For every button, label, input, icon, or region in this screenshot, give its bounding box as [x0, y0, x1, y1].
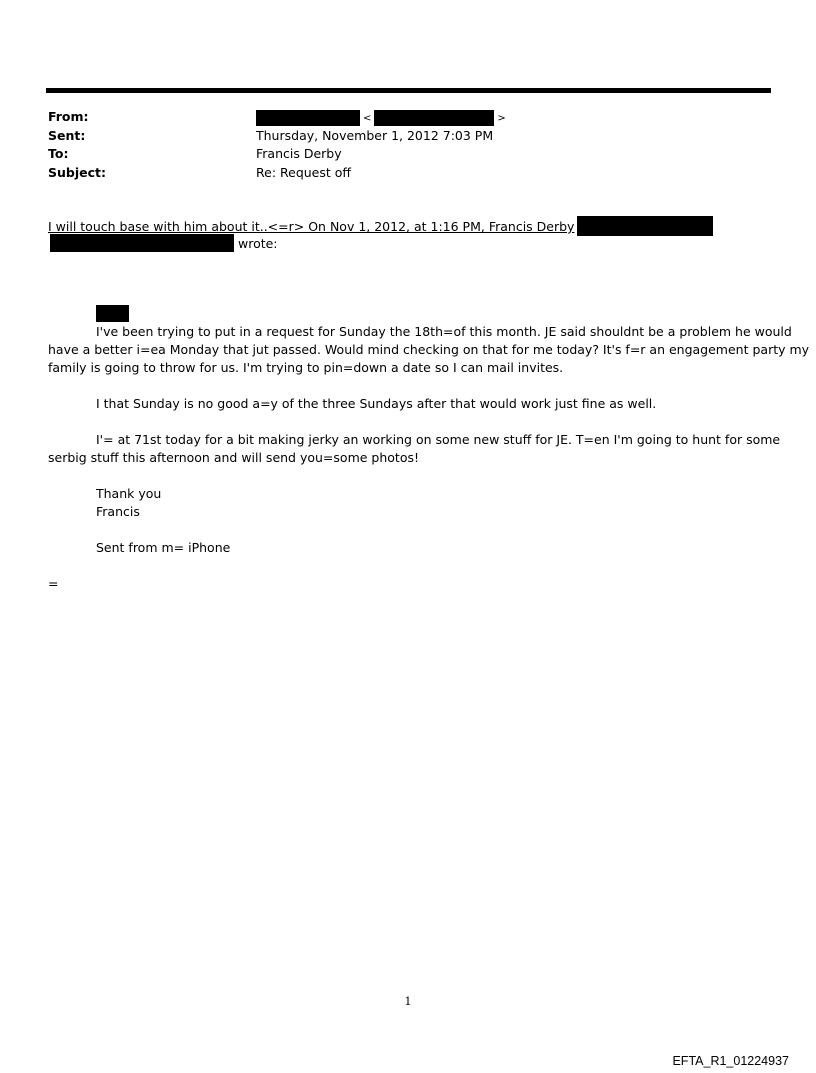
reply-line-1 [48, 216, 768, 234]
reply-wrote: wrote: [237, 236, 278, 251]
signoff-name: Francis [96, 504, 140, 519]
redacted-greeting [96, 305, 129, 322]
document-id: EFTA_R1_01224937 [672, 1054, 789, 1068]
quoted-p3-line-1: I'= at 71st today for a bit making jerky an working on some new stuff for JE. T=en I'm going to hunt for some [96, 432, 781, 447]
from-close-bracket: > [497, 113, 506, 124]
page-number: 1 [404, 995, 412, 1008]
trailing-equals: = [48, 576, 59, 591]
quoted-paragraph-2 [48, 395, 778, 413]
quoted-paragraph-3 [48, 431, 781, 467]
from-label: From: [48, 109, 89, 124]
from-value [256, 108, 509, 129]
quoted-p3-line-2: serbig stuff this afternoon and will send you=some photos! [48, 450, 419, 465]
quoted-p1-line-3: family is going to throw for us. I'm trying to pin=down a date so I can mail invites. [48, 360, 564, 375]
redacted-sender-name [256, 110, 360, 126]
redacted-email-address-continued [50, 234, 234, 252]
to-label: To: [48, 146, 69, 161]
sent-from-text: Sent from m= iPhone [96, 540, 231, 555]
sent-value: Thursday, November 1, 2012 7:03 PM [256, 127, 494, 143]
subject-label: Subject: [48, 164, 106, 180]
quoted-paragraph-1 [48, 323, 810, 377]
reply-intro: I will touch base with him about it..<=r> On Nov 1, 2012, at 1:16 PM, Francis Derby [48, 219, 575, 234]
sent-from-line [48, 539, 230, 557]
reply-text [48, 216, 768, 252]
sent-label: Sent: [48, 127, 86, 143]
quoted-p2-line-1: I that Sunday is no good a=y of the three Sundays after that would work just fine as well. [96, 396, 657, 411]
reply-line-2 [48, 234, 768, 252]
redacted-email-address [577, 216, 713, 236]
quoted-p1-line-1: I've been trying to put in a request for Sunday the 18th=of this month. JE said shouldnt be a problem he would [96, 324, 792, 339]
signoff-thanks: Thank you [96, 486, 162, 501]
subject-value: Re: Request off [256, 164, 352, 180]
to-value: Francis Derby [256, 146, 342, 161]
redacted-sender-email [374, 110, 494, 126]
header-rule [46, 88, 771, 93]
quoted-p1-line-2: have a better i=ea Monday that jut passed. Would mind checking on that for me today? It's f=r an engagement party my [48, 342, 810, 357]
from-open-bracket: < [363, 113, 372, 124]
signoff [48, 485, 161, 521]
